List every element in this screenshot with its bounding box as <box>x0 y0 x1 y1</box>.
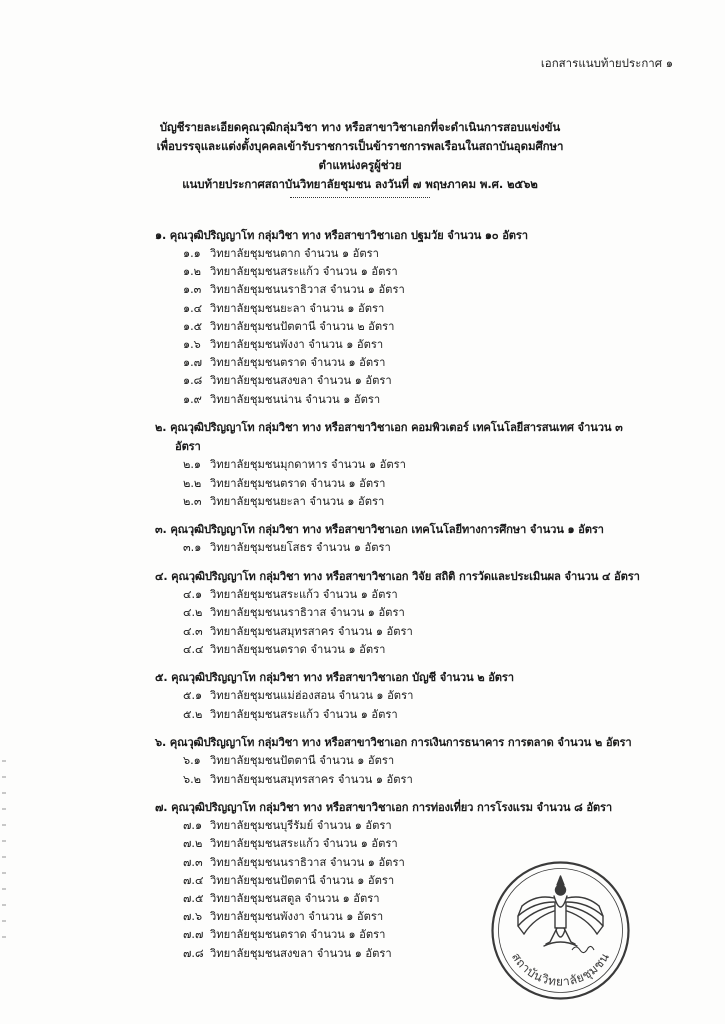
item-number: ๕.๑ <box>183 689 203 703</box>
item-number: ๒.๓ <box>183 494 202 508</box>
item-text: วิทยาลัยชุมชนแม่ฮ่องสอน จำนวน ๑ อัตรา <box>210 689 414 703</box>
item-number: ๑.๙ <box>183 392 202 406</box>
item-number: ๑.๔ <box>183 301 203 315</box>
item-text: วิทยาลัยชุมชนปัตตานี จำนวน ๒ อัตรา <box>210 319 395 333</box>
item-text: วิทยาลัยชุมชนปัตตานี จำนวน ๑ อัตรา <box>210 754 395 768</box>
section-4 <box>155 567 670 659</box>
list-item <box>183 586 670 604</box>
list-item <box>183 835 670 853</box>
item-text: วิทยาลัยชุมชนนราธิวาส จำนวน ๑ อัตรา <box>210 855 405 869</box>
heading-line-1: บัญชีรายละเอียดคุณวุฒิกลุ่มวิชา ทาง หรือสาขาวิชาเอกที่จะดำเนินการสอบแข่งขัน <box>159 120 561 134</box>
list-item <box>183 391 670 409</box>
item-text: วิทยาลัยชุมชนสระแก้ว จำนวน ๑ อัตรา <box>210 707 398 721</box>
list-item <box>183 281 670 299</box>
section-5 <box>155 668 670 723</box>
section-items <box>183 456 670 511</box>
item-text: วิทยาลัยชุมชนตราด จำนวน ๑ อัตรา <box>210 476 386 490</box>
item-text: วิทยาลัยชุมชนตราด จำนวน ๑ อัตรา <box>210 928 386 942</box>
section-title-line-1: ๒. คุณวุฒิปริญญาโท กลุ่มวิชา ทาง หรือสาขาวิชาเอก คอมพิวเตอร์ เทคโนโลยีสารสนเทศ จำนวน ๓ <box>155 421 623 435</box>
item-text: วิทยาลัยชุมชนสระแก้ว จำนวน ๑ อัตรา <box>210 837 398 851</box>
section-3 <box>155 520 670 557</box>
item-text: วิทยาลัยชุมชนยะลา จำนวน ๑ อัตรา <box>210 301 385 315</box>
section-items <box>183 245 670 409</box>
item-number: ๖.๒ <box>183 772 202 786</box>
list-item <box>183 336 670 354</box>
list-item <box>183 475 670 493</box>
heading-line-2: เพื่อบรรจุและแต่งตั้งบุคคลเข้ารับราชการเป็นข้าราชการพลเรือนในสถาบันอุดมศึกษา <box>156 139 564 153</box>
section-items <box>183 687 670 723</box>
item-number: ๑.๑ <box>183 247 201 260</box>
scan-edge-marks <box>2 760 8 990</box>
list-item <box>183 706 670 724</box>
list-item <box>183 456 670 474</box>
item-text: วิทยาลัยชุมชนสงขลา จำนวน ๑ อัตรา <box>210 374 392 388</box>
item-text: วิทยาลัยชุมชนน่าน จำนวน ๑ อัตรา <box>210 392 381 406</box>
item-number: ๔.๓ <box>183 624 203 638</box>
item-text: วิทยาลัยชุมชนปัตตานี จำนวน ๑ อัตรา <box>210 873 395 887</box>
item-number: ๗.๒ <box>183 837 203 851</box>
section-2 <box>155 418 670 511</box>
section-items <box>183 752 670 788</box>
list-item <box>183 318 670 336</box>
item-text: วิทยาลัยชุมชนตราด จำนวน ๑ อัตรา <box>210 642 386 656</box>
item-number: ๕.๒ <box>183 707 203 721</box>
item-number: ๔.๑ <box>183 588 203 602</box>
item-number: ๑.๒ <box>183 265 202 279</box>
list-item <box>183 641 670 659</box>
item-number: ๗.๘ <box>183 946 204 960</box>
heading-dotted-rule <box>290 197 430 198</box>
list-item <box>183 604 670 622</box>
list-item <box>183 817 670 835</box>
item-text: วิทยาลัยชุมชนบุรีรัมย์ จำนวน ๑ อัตรา <box>210 819 392 833</box>
list-item <box>183 245 670 263</box>
item-number: ๓.๑ <box>183 541 202 555</box>
item-number: ๒.๑ <box>183 458 202 472</box>
document-heading <box>100 118 620 198</box>
item-number: ๑.๕ <box>183 319 203 333</box>
item-text: วิทยาลัยชุมชนสตูล จำนวน ๑ อัตรา <box>210 892 380 906</box>
section-title-line-2: อัตรา <box>175 440 201 454</box>
list-item <box>183 539 670 557</box>
section-1 <box>155 226 670 409</box>
item-number: ๑.๖ <box>183 338 201 352</box>
heading-line-4: แนบท้ายประกาศสถาบันวิทยาลัยชุมชน ลงวันที่ ๗ พฤษภาคม พ.ศ. ๒๕๖๒ <box>182 177 538 191</box>
item-number: ๗.๔ <box>183 873 204 887</box>
list-item <box>183 687 670 705</box>
item-text: วิทยาลัยชุมชนยะลา จำนวน ๑ อัตรา <box>210 494 385 508</box>
item-text: วิทยาลัยชุมชนสมุทรสาคร จำนวน ๑ อัตรา <box>210 624 413 638</box>
garuda-emblem-icon <box>518 876 603 946</box>
list-item <box>183 493 670 511</box>
item-text: วิทยาลัยชุมชนสระแก้ว จำนวน ๑ อัตรา <box>210 265 398 279</box>
item-text: วิทยาลัยชุมชนสมุทรสาคร จำนวน ๑ อัตรา <box>210 772 413 786</box>
list-item <box>183 300 670 318</box>
section-items <box>183 586 670 659</box>
svg-text:สถาบันวิทยาลัยชุมชน <box>509 950 612 988</box>
item-number: ๖.๑ <box>183 754 201 768</box>
item-number: ๗.๖ <box>183 910 203 924</box>
seal-text: สถาบันวิทยาลัยชุมชน <box>508 950 613 989</box>
item-number: ๑.๘ <box>183 374 203 388</box>
item-number: ๗.๓ <box>183 855 203 869</box>
list-item <box>183 372 670 390</box>
signature-mark <box>572 946 594 952</box>
section-items <box>183 539 670 557</box>
item-number: ๔.๒ <box>183 606 203 620</box>
item-text: วิทยาลัยชุมชนสงขลา จำนวน ๑ อัตรา <box>210 946 392 960</box>
list-item <box>183 623 670 641</box>
list-item <box>183 354 670 372</box>
item-text: วิทยาลัยชุมชนพังงา จำนวน ๑ อัตรา <box>210 338 384 352</box>
item-text: วิทยาลัยชุมชนตราด จำนวน ๑ อัตรา <box>210 356 386 370</box>
list-item <box>183 263 670 281</box>
item-number: ๔.๔ <box>183 642 204 656</box>
item-text: วิทยาลัยชุมชนพังงา จำนวน ๑ อัตรา <box>210 910 384 924</box>
item-number: ๑.๓ <box>183 283 202 297</box>
section-title: ๑. คุณวุฒิปริญญาโท กลุ่มวิชา ทาง หรือสาขาวิชาเอก ปฐมวัย จำนวน ๑๐ อัตรา <box>155 229 528 242</box>
list-item <box>183 771 670 789</box>
item-text: วิทยาลัยชุมชนนราธิวาส จำนวน ๑ อัตรา <box>210 606 405 620</box>
item-text: วิทยาลัยชุมชนสระแก้ว จำนวน ๑ อัตรา <box>210 588 398 602</box>
section-title: ๓. คุณวุฒิปริญญาโท กลุ่มวิชา ทาง หรือสาขาวิชาเอก เทคโนโลยีทางการศึกษา จำนวน ๑ อัตรา <box>155 523 604 537</box>
item-text: วิทยาลัยชุมชนนราธิวาส จำนวน ๑ อัตรา <box>210 283 405 297</box>
section-title: ๔. คุณวุฒิปริญญาโท กลุ่มวิชา ทาง หรือสาขาวิชาเอก วิจัย สถิติ การวัดและประเมินผล จำนวน ๔ อัตรา <box>155 570 640 584</box>
institution-seal <box>488 858 633 1003</box>
section-title <box>155 418 670 456</box>
item-number: ๑.๗ <box>183 356 203 370</box>
item-text: วิทยาลัยชุมชนมุกดาหาร จำนวน ๑ อัตรา <box>210 458 406 472</box>
list-item <box>183 752 670 770</box>
section-title: ๕. คุณวุฒิปริญญาโท กลุ่มวิชา ทาง หรือสาขาวิชาเอก บัญชี จำนวน ๒ อัตรา <box>155 671 514 685</box>
item-number: ๗.๕ <box>183 892 204 906</box>
section-title: ๖. คุณวุฒิปริญญาโท กลุ่มวิชา ทาง หรือสาขาวิชาเอก การเงินการธนาคาร การตลาด จำนวน ๒ อัตรา <box>155 736 632 750</box>
heading-line-3: ตำแหน่งครูผู้ช่วย <box>318 158 402 172</box>
item-number: ๗.๗ <box>183 928 204 942</box>
item-number: ๗.๑ <box>183 819 203 833</box>
section-6 <box>155 733 670 788</box>
item-number: ๒.๒ <box>183 476 202 490</box>
item-text: วิทยาลัยชุมชนตาก จำนวน ๑ อัตรา <box>210 247 379 260</box>
item-text: วิทยาลัยชุมชนยโสธร จำนวน ๑ อัตรา <box>210 541 391 555</box>
section-title: ๗. คุณวุฒิปริญญาโท กลุ่มวิชา ทาง หรือสาขาวิชาเอก การท่องเที่ยว การโรงแรม จำนวน ๘ อัตรา <box>155 801 613 815</box>
document-reference: เอกสารแนบท้ายประกาศ ๑ <box>540 56 673 70</box>
